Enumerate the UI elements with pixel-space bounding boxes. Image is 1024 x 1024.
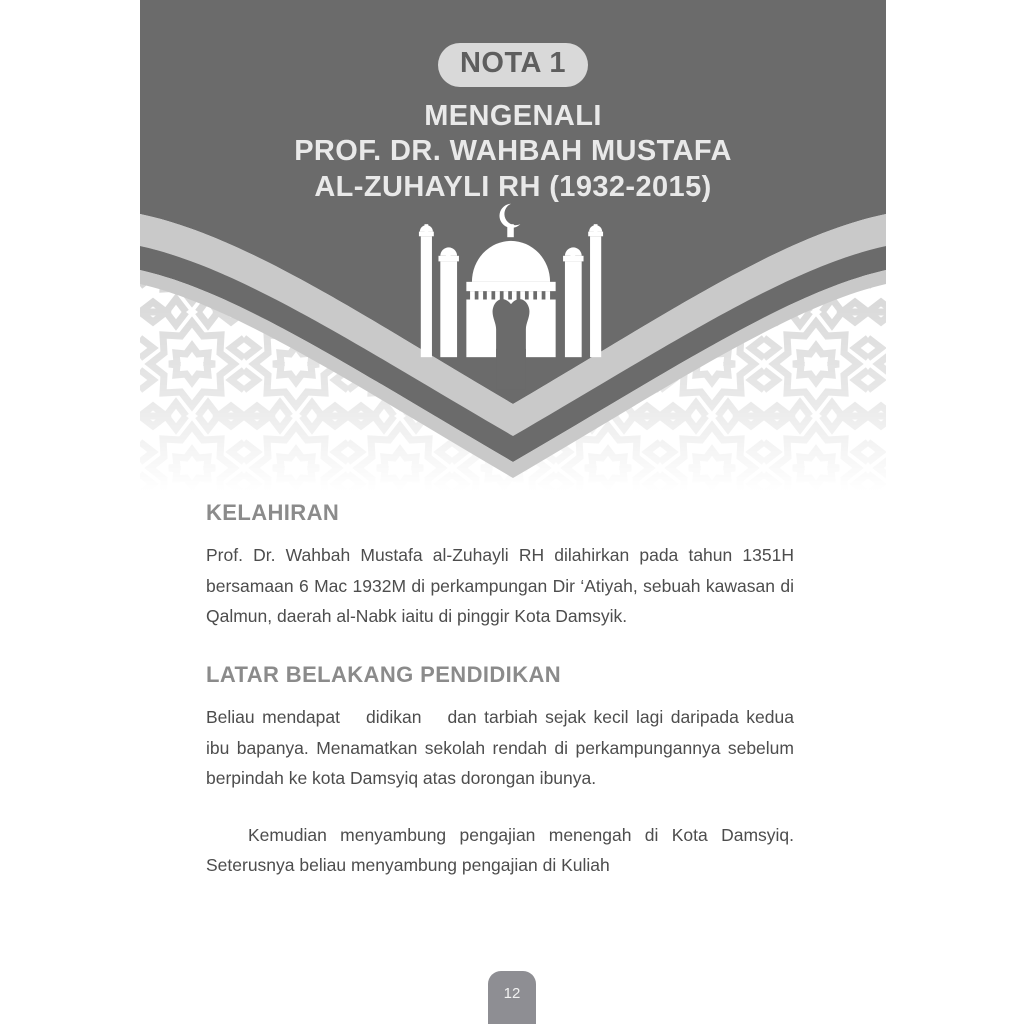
page-content [206, 500, 794, 881]
paragraph: Kemudian menyambung pengajian menengah di Kota Damsyiq. Seterusnya beliau menyambung pengajian di Kuliah [206, 824, 794, 876]
section-latar-belakang-pendidikan [206, 662, 794, 881]
paragraph [206, 702, 794, 794]
banner-title-line-1: MENGENALI [424, 99, 602, 132]
mosque-arch [493, 299, 530, 390]
banner-title-line-2: PROF. DR. WAHBAH MUSTAFA [294, 135, 732, 168]
section-heading-kelahiran: KELAHIRAN [206, 500, 340, 525]
paragraph: Prof. Dr. Wahbah Mustafa al-Zuhayli RH dilahirkan pada tahun 1351H bersamaan 6 Mac 1932M di perkampungan Dir ‘Atiyah, sebuah kawasan di Qalmun, daerah al-Nabk iaitu di pinggir Kota Damsyik. [206, 545, 794, 627]
banner-title-line-3: AL-ZUHAYLI RH (1932-2015) [314, 170, 712, 203]
paragraph-fragment-1: Beliau mendapat [206, 707, 340, 728]
section-heading-latar-belakang-pendidikan: LATAR BELAKANG PENDIDIKAN [206, 661, 562, 687]
paragraph-fragment-2: didikan [365, 707, 422, 728]
paragraph-fragment-3: dan tarbiah sejak kecil lagi daripada kedua ibu bapanya. Menamatkan sekolah rendah di perkampungannya sebelum berpindah ke kota Damsyiq atas dorongan ibunya. [206, 707, 794, 789]
banner-graphic [140, 0, 886, 492]
chapter-banner [140, 0, 886, 492]
page-number-tab: 12 [488, 971, 536, 1024]
section-kelahiran [206, 500, 794, 632]
nota-badge: NOTA 1 [438, 43, 588, 87]
